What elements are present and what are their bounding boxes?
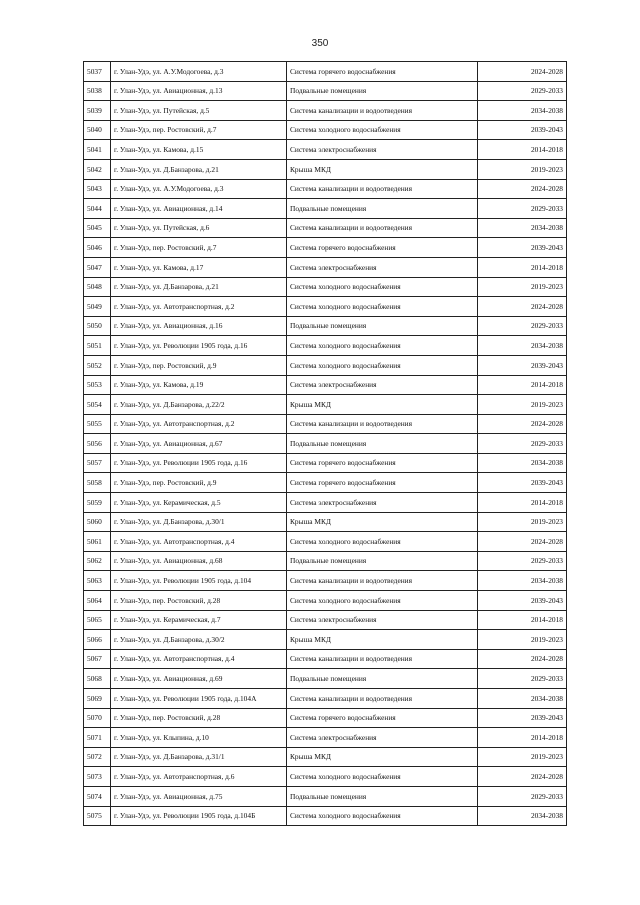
period-cell: 2034-2038 — [478, 218, 567, 238]
system-name-cell: Система электроснабжения — [287, 140, 478, 160]
row-number-cell: 5071 — [84, 728, 111, 748]
address-cell: г. Улан-Удэ, ул. Камова, д.15 — [111, 140, 287, 160]
address-cell: г. Улан-Удэ, ул. Автотранспортная, д.4 — [111, 649, 287, 669]
table-row — [84, 218, 567, 238]
row-number-cell: 5063 — [84, 571, 111, 591]
table-row — [84, 767, 567, 787]
row-number-cell: 5039 — [84, 101, 111, 121]
address-cell: г. Улан-Удэ, ул. А.У.Модогоева, д.3 — [111, 179, 287, 199]
row-number-cell: 5062 — [84, 551, 111, 571]
address-cell: г. Улан-Удэ, ул. Революции 1905 года, д.16 — [111, 453, 287, 473]
address-cell: г. Улан-Удэ, пер. Ростовский, д.28 — [111, 708, 287, 728]
period-cell: 2024-2028 — [478, 62, 567, 82]
address-cell: г. Улан-Удэ, пер. Ростовский, д.9 — [111, 355, 287, 375]
address-cell: г. Улан-Удэ, ул. Авиационная, д.75 — [111, 786, 287, 806]
system-name-cell: Система холодного водоснабжения — [287, 591, 478, 611]
system-name-cell: Крыша МКД — [287, 395, 478, 415]
row-number-cell: 5057 — [84, 453, 111, 473]
system-name-cell: Подвальные помещения — [287, 434, 478, 454]
table-row — [84, 551, 567, 571]
system-name-cell: Подвальные помещения — [287, 81, 478, 101]
period-cell: 2024-2028 — [478, 532, 567, 552]
period-cell: 2024-2028 — [478, 414, 567, 434]
system-name-cell: Крыша МКД — [287, 747, 478, 767]
table-row — [84, 493, 567, 513]
row-number-cell: 5058 — [84, 473, 111, 493]
period-cell: 2029-2033 — [478, 81, 567, 101]
row-number-cell: 5044 — [84, 199, 111, 219]
row-number-cell: 5054 — [84, 395, 111, 415]
system-name-cell: Подвальные помещения — [287, 786, 478, 806]
table-row — [84, 708, 567, 728]
row-number-cell: 5046 — [84, 238, 111, 258]
row-number-cell: 5041 — [84, 140, 111, 160]
address-cell: г. Улан-Удэ, ул. Путейская, д.6 — [111, 218, 287, 238]
system-name-cell: Система холодного водоснабжения — [287, 277, 478, 297]
row-number-cell: 5064 — [84, 591, 111, 611]
table-row — [84, 81, 567, 101]
table-row — [84, 297, 567, 317]
system-name-cell: Крыша МКД — [287, 630, 478, 650]
row-number-cell: 5040 — [84, 120, 111, 140]
address-cell: г. Улан-Удэ, ул. Д.Банзарова, д.31/1 — [111, 747, 287, 767]
period-cell: 2029-2033 — [478, 199, 567, 219]
row-number-cell: 5070 — [84, 708, 111, 728]
row-number-cell: 5055 — [84, 414, 111, 434]
table-row — [84, 316, 567, 336]
row-number-cell: 5037 — [84, 62, 111, 82]
period-cell: 2029-2033 — [478, 434, 567, 454]
row-number-cell: 5056 — [84, 434, 111, 454]
table-row — [84, 728, 567, 748]
system-name-cell: Система горячего водоснабжения — [287, 473, 478, 493]
period-cell: 2039-2043 — [478, 708, 567, 728]
row-number-cell: 5075 — [84, 806, 111, 826]
table-row — [84, 689, 567, 709]
table-row — [84, 179, 567, 199]
address-cell: г. Улан-Удэ, ул. Авиационная, д.14 — [111, 199, 287, 219]
period-cell: 2034-2038 — [478, 453, 567, 473]
table-row — [84, 159, 567, 179]
address-cell: г. Улан-Удэ, ул. Д.Банзарова, д.30/2 — [111, 630, 287, 650]
system-name-cell: Система канализации и водоотведения — [287, 689, 478, 709]
address-cell: г. Улан-Удэ, ул. Революции 1905 года, д.104Б — [111, 806, 287, 826]
address-cell: г. Улан-Удэ, ул. Авиационная, д.16 — [111, 316, 287, 336]
address-cell: г. Улан-Удэ, ул. Путейская, д.5 — [111, 101, 287, 121]
table-row — [84, 473, 567, 493]
address-cell: г. Улан-Удэ, пер. Ростовский, д.28 — [111, 591, 287, 611]
address-cell: г. Улан-Удэ, ул. Керамическая, д.7 — [111, 610, 287, 630]
system-name-cell: Система холодного водоснабжения — [287, 120, 478, 140]
system-name-cell: Система холодного водоснабжения — [287, 767, 478, 787]
period-cell: 2039-2043 — [478, 355, 567, 375]
period-cell: 2019-2023 — [478, 395, 567, 415]
row-number-cell: 5038 — [84, 81, 111, 101]
period-cell: 2019-2023 — [478, 630, 567, 650]
table-row — [84, 630, 567, 650]
row-number-cell: 5043 — [84, 179, 111, 199]
table-row — [84, 669, 567, 689]
repair-schedule-table — [83, 61, 567, 826]
period-cell: 2034-2038 — [478, 336, 567, 356]
address-cell: г. Улан-Удэ, ул. Авиационная, д.67 — [111, 434, 287, 454]
table-row — [84, 62, 567, 82]
address-cell: г. Улан-Удэ, пер. Ростовский, д.9 — [111, 473, 287, 493]
system-name-cell: Система электроснабжения — [287, 257, 478, 277]
period-cell: 2014-2018 — [478, 375, 567, 395]
row-number-cell: 5073 — [84, 767, 111, 787]
table-row — [84, 238, 567, 258]
system-name-cell: Система канализации и водоотведения — [287, 571, 478, 591]
period-cell: 2014-2018 — [478, 610, 567, 630]
system-name-cell: Подвальные помещения — [287, 316, 478, 336]
system-name-cell: Система горячего водоснабжения — [287, 238, 478, 258]
row-number-cell: 5072 — [84, 747, 111, 767]
row-number-cell: 5053 — [84, 375, 111, 395]
row-number-cell: 5047 — [84, 257, 111, 277]
system-name-cell: Система канализации и водоотведения — [287, 179, 478, 199]
period-cell: 2024-2028 — [478, 767, 567, 787]
table-row — [84, 140, 567, 160]
system-name-cell: Система холодного водоснабжения — [287, 806, 478, 826]
address-cell: г. Улан-Удэ, ул. Авиационная, д.69 — [111, 669, 287, 689]
table-row — [84, 453, 567, 473]
period-cell: 2024-2028 — [478, 179, 567, 199]
address-cell: г. Улан-Удэ, ул. Авиационная, д.68 — [111, 551, 287, 571]
row-number-cell: 5059 — [84, 493, 111, 513]
row-number-cell: 5069 — [84, 689, 111, 709]
system-name-cell: Система электроснабжения — [287, 375, 478, 395]
system-name-cell: Система электроснабжения — [287, 728, 478, 748]
table-row — [84, 434, 567, 454]
table-row — [84, 649, 567, 669]
page-number: 350 — [311, 38, 329, 49]
row-number-cell: 5068 — [84, 669, 111, 689]
period-cell: 2024-2028 — [478, 649, 567, 669]
period-cell: 2039-2043 — [478, 120, 567, 140]
row-number-cell: 5051 — [84, 336, 111, 356]
address-cell: г. Улан-Удэ, пер. Ростовский, д.7 — [111, 120, 287, 140]
table-row — [84, 512, 567, 532]
system-name-cell: Система канализации и водоотведения — [287, 218, 478, 238]
address-cell: г. Улан-Удэ, ул. Автотранспортная, д.4 — [111, 532, 287, 552]
period-cell: 2029-2033 — [478, 551, 567, 571]
row-number-cell: 5042 — [84, 159, 111, 179]
table-row — [84, 199, 567, 219]
period-cell: 2014-2018 — [478, 493, 567, 513]
period-cell: 2019-2023 — [478, 277, 567, 297]
period-cell: 2039-2043 — [478, 238, 567, 258]
system-name-cell: Крыша МКД — [287, 159, 478, 179]
address-cell: г. Улан-Удэ, ул. Д.Банзарова, д.30/1 — [111, 512, 287, 532]
table-row — [84, 414, 567, 434]
system-name-cell: Подвальные помещения — [287, 551, 478, 571]
system-name-cell: Система горячего водоснабжения — [287, 708, 478, 728]
period-cell: 2019-2023 — [478, 512, 567, 532]
period-cell: 2034-2038 — [478, 806, 567, 826]
system-name-cell: Система горячего водоснабжения — [287, 62, 478, 82]
address-cell: г. Улан-Удэ, ул. Д.Банзарова, д.22/2 — [111, 395, 287, 415]
period-cell: 2024-2028 — [478, 297, 567, 317]
address-cell: г. Улан-Удэ, ул. Керамическая, д.5 — [111, 493, 287, 513]
period-cell: 2014-2018 — [478, 140, 567, 160]
row-number-cell: 5066 — [84, 630, 111, 650]
table-row — [84, 532, 567, 552]
row-number-cell: 5061 — [84, 532, 111, 552]
system-name-cell: Система горячего водоснабжения — [287, 453, 478, 473]
table-row — [84, 336, 567, 356]
address-cell: г. Улан-Удэ, ул. А.У.Модогоева, д.3 — [111, 62, 287, 82]
system-name-cell: Система канализации и водоотведения — [287, 414, 478, 434]
period-cell: 2014-2018 — [478, 728, 567, 748]
table-body — [84, 62, 567, 826]
row-number-cell: 5045 — [84, 218, 111, 238]
system-name-cell: Система канализации и водоотведения — [287, 649, 478, 669]
system-name-cell: Система холодного водоснабжения — [287, 355, 478, 375]
table-row — [84, 571, 567, 591]
table-row — [84, 101, 567, 121]
system-name-cell: Подвальные помещения — [287, 199, 478, 219]
address-cell: г. Улан-Удэ, ул. Д.Банзарова, д.21 — [111, 277, 287, 297]
period-cell: 2034-2038 — [478, 571, 567, 591]
address-cell: г. Улан-Удэ, ул. Революции 1905 года, д.104 — [111, 571, 287, 591]
period-cell: 2034-2038 — [478, 101, 567, 121]
address-cell: г. Улан-Удэ, ул. Авиационная, д.13 — [111, 81, 287, 101]
table-row — [84, 257, 567, 277]
system-name-cell: Система холодного водоснабжения — [287, 532, 478, 552]
table-row — [84, 120, 567, 140]
table-row — [84, 395, 567, 415]
table-row — [84, 355, 567, 375]
row-number-cell: 5074 — [84, 786, 111, 806]
row-number-cell: 5067 — [84, 649, 111, 669]
system-name-cell: Система холодного водоснабжения — [287, 336, 478, 356]
table-row — [84, 610, 567, 630]
address-cell: г. Улан-Удэ, ул. Д.Банзарова, д.21 — [111, 159, 287, 179]
system-name-cell: Крыша МКД — [287, 512, 478, 532]
period-cell: 2029-2033 — [478, 316, 567, 336]
table-row — [84, 747, 567, 767]
period-cell: 2029-2033 — [478, 669, 567, 689]
period-cell: 2019-2023 — [478, 159, 567, 179]
period-cell: 2039-2043 — [478, 473, 567, 493]
table-row — [84, 277, 567, 297]
period-cell: 2039-2043 — [478, 591, 567, 611]
system-name-cell: Система электроснабжения — [287, 610, 478, 630]
table-row — [84, 591, 567, 611]
period-cell: 2019-2023 — [478, 747, 567, 767]
period-cell: 2029-2033 — [478, 786, 567, 806]
system-name-cell: Система холодного водоснабжения — [287, 297, 478, 317]
address-cell: г. Улан-Удэ, ул. Автотранспортная, д.2 — [111, 297, 287, 317]
address-cell: г. Улан-Удэ, ул. Автотранспортная, д.2 — [111, 414, 287, 434]
address-cell: г. Улан-Удэ, ул. Революции 1905 года, д.104А — [111, 689, 287, 709]
address-cell: г. Улан-Удэ, ул. Революции 1905 года, д.16 — [111, 336, 287, 356]
row-number-cell: 5065 — [84, 610, 111, 630]
address-cell: г. Улан-Удэ, ул. Камова, д.17 — [111, 257, 287, 277]
table-row — [84, 786, 567, 806]
address-cell: г. Улан-Удэ, ул. Автотранспортная, д.6 — [111, 767, 287, 787]
row-number-cell: 5052 — [84, 355, 111, 375]
address-cell: г. Улан-Удэ, ул. Клыпина, д.10 — [111, 728, 287, 748]
address-cell: г. Улан-Удэ, ул. Камова, д.19 — [111, 375, 287, 395]
table-row — [84, 375, 567, 395]
table-row — [84, 806, 567, 826]
address-cell: г. Улан-Удэ, пер. Ростовский, д.7 — [111, 238, 287, 258]
row-number-cell: 5060 — [84, 512, 111, 532]
row-number-cell: 5048 — [84, 277, 111, 297]
system-name-cell: Подвальные помещения — [287, 669, 478, 689]
row-number-cell: 5049 — [84, 297, 111, 317]
period-cell: 2014-2018 — [478, 257, 567, 277]
system-name-cell: Система канализации и водоотведения — [287, 101, 478, 121]
system-name-cell: Система электроснабжения — [287, 493, 478, 513]
period-cell: 2034-2038 — [478, 689, 567, 709]
row-number-cell: 5050 — [84, 316, 111, 336]
